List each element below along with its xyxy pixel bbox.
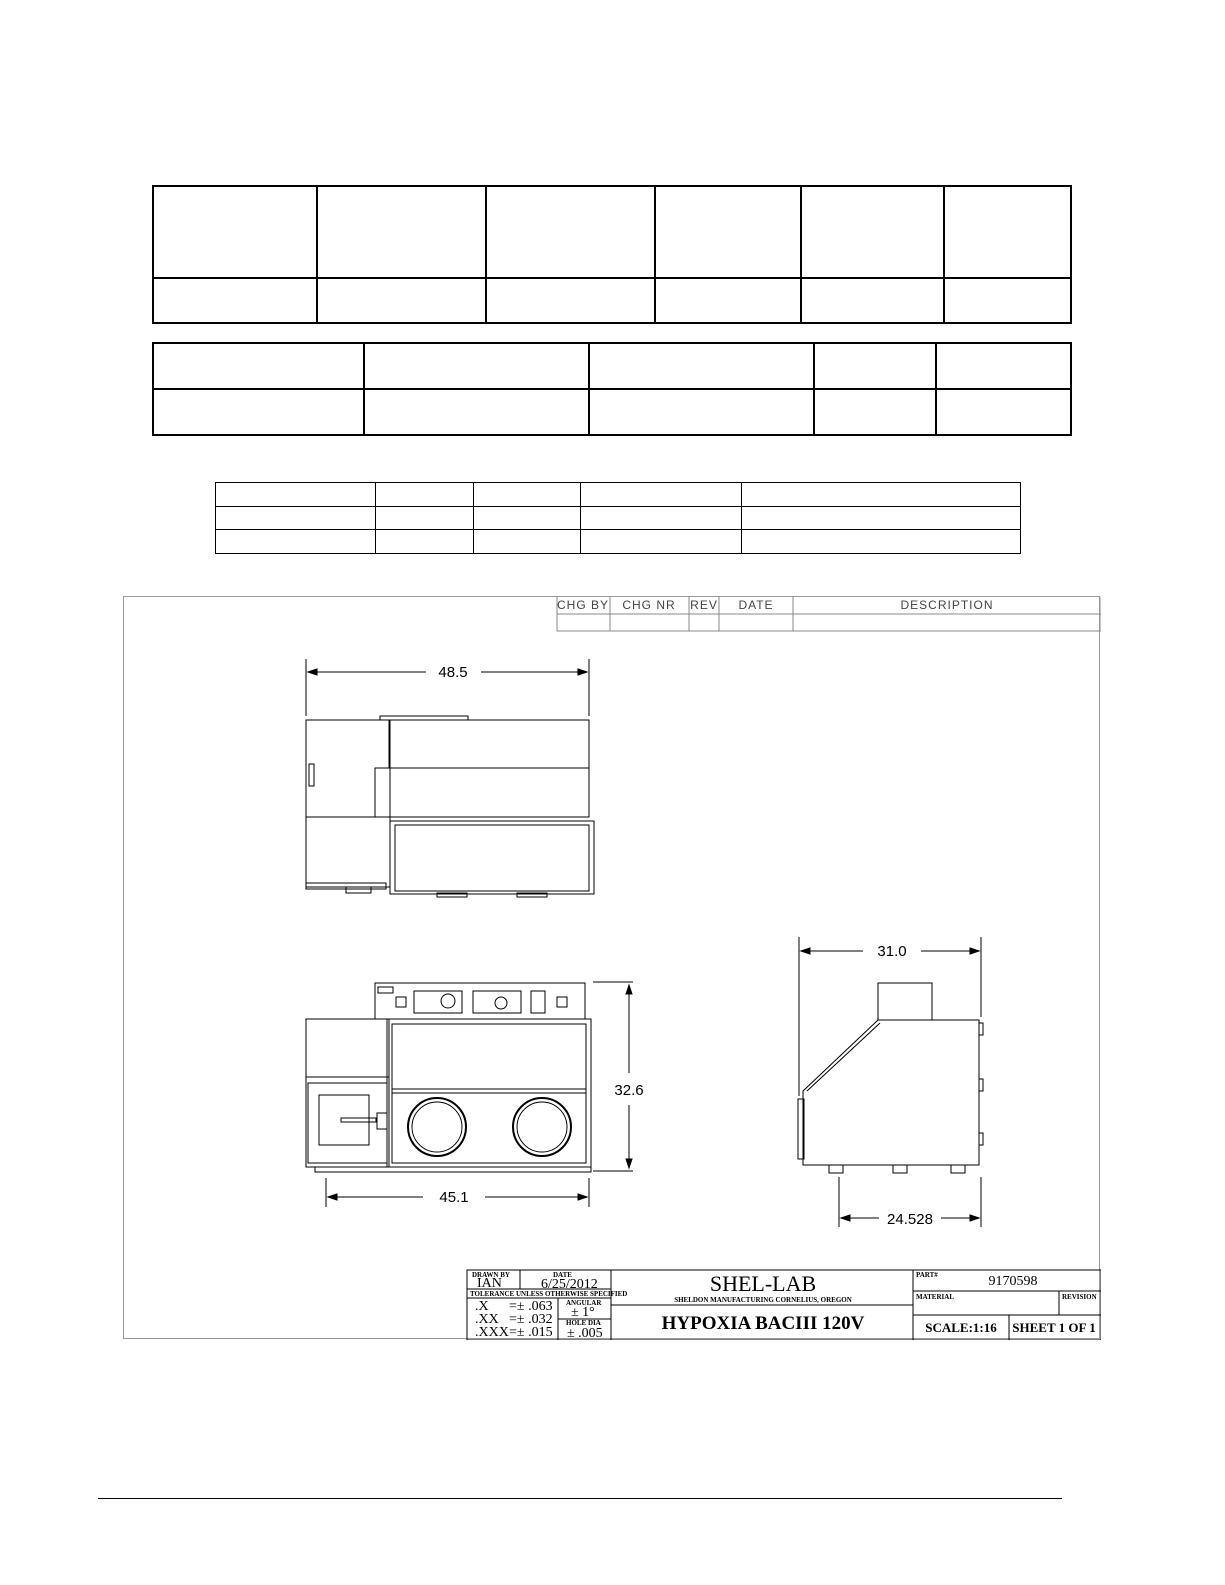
- tol-xxx-label: .XXX: [475, 1325, 509, 1340]
- material-label: MATERIAL: [916, 1293, 954, 1301]
- cell: [944, 186, 1071, 278]
- angular-label: ANGULAR: [566, 1299, 602, 1307]
- dim-side-width: 31.0: [877, 943, 907, 960]
- cell: [153, 343, 364, 389]
- cell: [814, 343, 936, 389]
- cell: [742, 530, 1021, 554]
- cell: [944, 278, 1071, 323]
- cell: [317, 278, 486, 323]
- angular-value: ± 1°: [571, 1305, 595, 1320]
- tolerance-label: TOLERANCE UNLESS OTHERWISE SPECIFIED: [470, 1290, 628, 1298]
- cell: [581, 483, 742, 507]
- dim-top-width: 48.5: [438, 664, 468, 681]
- cell: [814, 389, 936, 435]
- rev-col-description: DESCRIPTION: [900, 598, 994, 612]
- rev-col-rev: REV: [690, 598, 718, 612]
- cell: [216, 483, 376, 507]
- top-view: [306, 659, 594, 897]
- revision-table: [557, 597, 1101, 631]
- dim-front-height: 32.6: [614, 1082, 644, 1099]
- cell: [376, 530, 474, 554]
- cell: [581, 530, 742, 554]
- cell: [742, 483, 1021, 507]
- cell: [589, 343, 814, 389]
- tol-xx-value: =± .032: [509, 1312, 553, 1327]
- cell: [153, 186, 317, 278]
- form-table-1: [152, 185, 1072, 324]
- cell: [742, 506, 1021, 530]
- form-table-2: [152, 342, 1072, 436]
- sheet: SHEET 1 OF 1: [1012, 1320, 1096, 1335]
- cell: [376, 506, 474, 530]
- dim-side-footprint: 24.528: [887, 1211, 933, 1228]
- cell: [801, 278, 944, 323]
- company-name: SHEL-LAB: [709, 1271, 817, 1296]
- drawn-by-label: DRAWN BY: [472, 1271, 510, 1279]
- front-view: [306, 982, 644, 1207]
- cell: [589, 389, 814, 435]
- side-view: [798, 937, 983, 1228]
- cell: [317, 186, 486, 278]
- cell: [474, 530, 581, 554]
- cell: [801, 186, 944, 278]
- date-value: 6/25/2012: [541, 1277, 598, 1292]
- dim-front-width: 45.1: [439, 1189, 469, 1206]
- cell: [216, 506, 376, 530]
- footer-rule: [98, 1498, 1062, 1499]
- part-label: PART#: [916, 1271, 938, 1279]
- cell: [153, 278, 317, 323]
- cell: [364, 389, 589, 435]
- drawing-canvas: [124, 597, 1101, 1340]
- cell: [655, 186, 801, 278]
- cell: [936, 389, 1071, 435]
- part-number: 9170598: [988, 1274, 1038, 1289]
- cell: [474, 506, 581, 530]
- revision-label: REVISION: [1062, 1293, 1097, 1301]
- hole-dia-label: HOLE DIA: [566, 1319, 601, 1327]
- engineering-drawing: [123, 596, 1100, 1339]
- cell: [486, 186, 655, 278]
- cell: [364, 343, 589, 389]
- cell: [936, 343, 1071, 389]
- rev-col-chg-nr: CHG NR: [622, 598, 676, 612]
- hole-dia-value: ± .005: [567, 1326, 603, 1340]
- cell: [486, 278, 655, 323]
- tol-xx-label: .XX: [475, 1312, 499, 1327]
- tol-xxx-value: =± .015: [509, 1325, 553, 1340]
- company-sub: SHELDON MANUFACTURING CORNELIUS, OREGON: [674, 1296, 852, 1304]
- product-title: HYPOXIA BACIII 120V: [661, 1313, 865, 1334]
- cell: [376, 483, 474, 507]
- rev-col-chg-by: CHG BY: [556, 598, 610, 612]
- cell: [474, 483, 581, 507]
- tol-x-label: .X: [475, 1299, 489, 1314]
- rev-col-date: DATE: [738, 598, 774, 612]
- form-table-3: [215, 482, 1021, 554]
- cell: [216, 530, 376, 554]
- tol-x-value: =± .063: [509, 1299, 553, 1314]
- title-block: [467, 1270, 1101, 1340]
- cell: [153, 389, 364, 435]
- drawn-by-value: IAN: [477, 1276, 502, 1291]
- cell: [655, 278, 801, 323]
- cell: [581, 506, 742, 530]
- scale: SCALE:1:16: [925, 1320, 997, 1335]
- date-label: DATE: [553, 1271, 572, 1279]
